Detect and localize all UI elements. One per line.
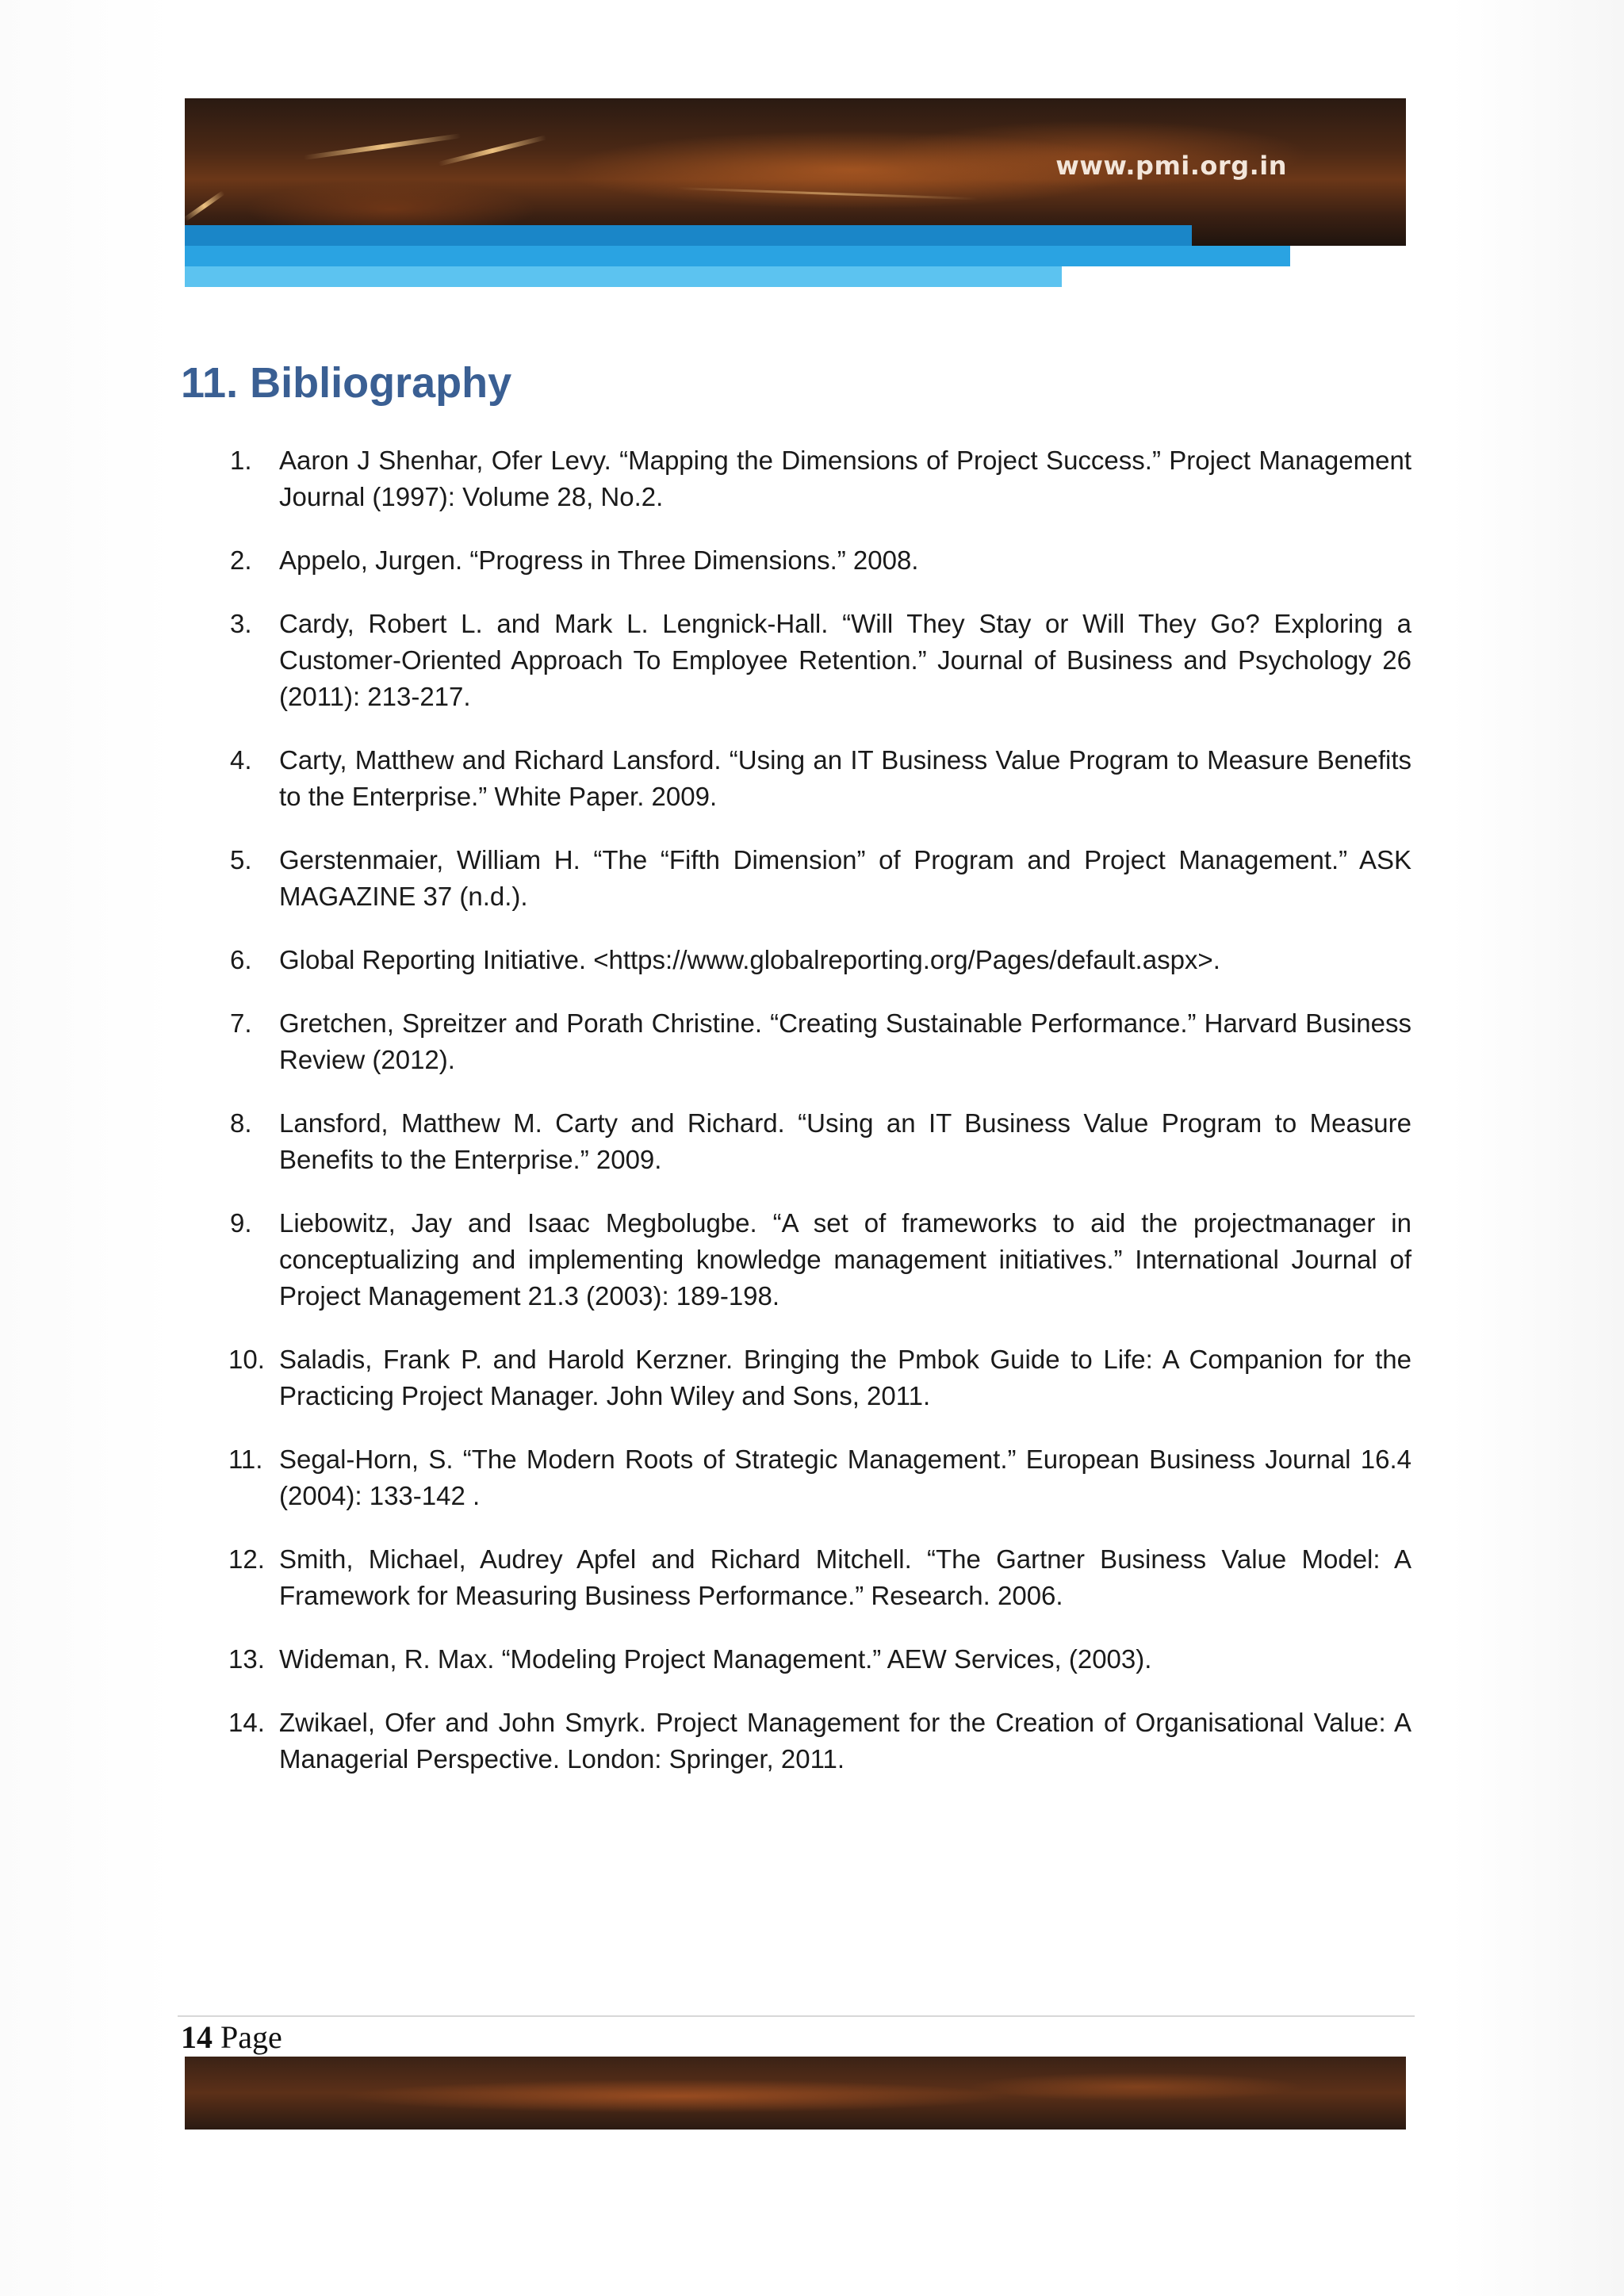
page-word: Page <box>220 2019 282 2055</box>
entry-number: 10. <box>228 1345 265 1374</box>
entry-text: Global Reporting Initiative. <https://www.globalreporting.org/Pages/default.aspx>. <box>279 945 1220 974</box>
entry-text: Gretchen, Spreitzer and Porath Christine. “Creating Sustainable Performance.” Harvard Business Review (2012). <box>279 1008 1411 1074</box>
entry-number: 13. <box>228 1644 265 1674</box>
entry-number: 8. <box>230 1108 252 1138</box>
entry-number: 11. <box>228 1445 263 1474</box>
bibliography-entry <box>230 606 1411 715</box>
bibliography-entry <box>230 1105 1411 1178</box>
bibliography-entry <box>230 1441 1411 1514</box>
banner-light-streak <box>185 190 225 221</box>
entry-number: 12. <box>228 1544 265 1574</box>
bibliography-entry <box>230 1541 1411 1614</box>
bibliography-entry <box>230 542 1411 579</box>
bibliography-list <box>230 442 1411 1804</box>
entry-text: Gerstenmaier, William H. “The “Fifth Dimension” of Program and Project Management.” ASK MAGAZINE 37 (n.d.). <box>279 845 1411 911</box>
entry-number: 6. <box>230 945 252 974</box>
entry-text: Zwikael, Ofer and John Smyrk. Project Management for the Creation of Organisational Value: A Managerial Perspective. London: Springer, 2011. <box>279 1708 1411 1774</box>
entry-text: Smith, Michael, Audrey Apfel and Richard Mitchell. “The Gartner Business Value Model: A Framework for Measuring Business Performance.” Research. 2006. <box>279 1544 1411 1610</box>
page-shade-left <box>0 0 174 2296</box>
entry-text: Saladis, Frank P. and Harold Kerzner. Bringing the Pmbok Guide to Life: A Companion for the Practicing Project Manager. John Wiley and Sons, 2011. <box>279 1345 1411 1410</box>
banner-light-streak <box>304 133 462 160</box>
entry-text: Cardy, Robert L. and Mark L. Lengnick-Hall. “Will They Stay or Will They Go? Exploring a Customer-Oriented Approach To Employee Retention.” Journal of Business and Psychology 26 (2011): 213-217. <box>279 609 1411 711</box>
banner-light-streak <box>676 187 978 200</box>
entry-number: 4. <box>230 745 252 775</box>
entry-text: Lansford, Matthew M. Carty and Richard. “Using an IT Business Value Program to Measure Benefits to the Enterprise.” 2009. <box>279 1108 1411 1174</box>
bibliography-entry <box>230 1205 1411 1314</box>
entry-number: 9. <box>230 1208 252 1238</box>
bibliography-entry <box>230 442 1411 515</box>
entry-text: Wideman, R. Max. “Modeling Project Management.” AEW Services, (2003). <box>279 1644 1152 1674</box>
entry-number: 1. <box>230 446 252 475</box>
site-url: www.pmi.org.in <box>1055 151 1287 181</box>
entry-text: Appelo, Jurgen. “Progress in Three Dimensions.” 2008. <box>279 545 919 575</box>
banner-light-streak <box>438 135 546 166</box>
header-stripe-mid <box>185 246 1290 266</box>
section-title: 11. Bibliography <box>181 359 512 407</box>
entry-number: 7. <box>230 1008 252 1038</box>
entry-text: Aaron J Shenhar, Ofer Levy. “Mapping the Dimensions of Project Success.” Project Management Journal (1997): Volume 28, No.2. <box>279 446 1411 511</box>
bibliography-entry <box>230 842 1411 915</box>
header-banner <box>185 98 1406 246</box>
entry-number: 5. <box>230 845 252 874</box>
bibliography-entry <box>230 1341 1411 1414</box>
bibliography-entry <box>230 1005 1411 1078</box>
entry-text: Carty, Matthew and Richard Lansford. “Using an IT Business Value Program to Measure Benefits to the Enterprise.” White Paper. 2009. <box>279 745 1411 811</box>
page-shade-right <box>1451 0 1624 2296</box>
entry-number: 14. <box>228 1708 265 1737</box>
bibliography-entry <box>230 1641 1411 1678</box>
bibliography-entry <box>230 942 1411 978</box>
header-stripe-dark <box>185 225 1192 246</box>
footer-banner <box>185 2057 1406 2130</box>
bibliography-entry <box>230 1705 1411 1777</box>
header-stripe-light <box>185 266 1062 287</box>
entry-number: 2. <box>230 545 252 575</box>
bibliography-entry <box>230 742 1411 815</box>
page-number: 14 <box>181 2019 213 2055</box>
entry-text: Liebowitz, Jay and Isaac Megbolugbe. “A set of frameworks to aid the projectmanager in conceptualizing and implementing knowledge management initiatives.” International Journal of Project Management 21.3 (2003): 189-198. <box>279 1208 1411 1311</box>
page-number-label <box>181 2019 282 2056</box>
footer-divider <box>178 2015 1415 2017</box>
entry-number: 3. <box>230 609 252 638</box>
entry-text: Segal-Horn, S. “The Modern Roots of Strategic Management.” European Business Journal 16.4 (2004): 133-142 . <box>279 1445 1411 1510</box>
